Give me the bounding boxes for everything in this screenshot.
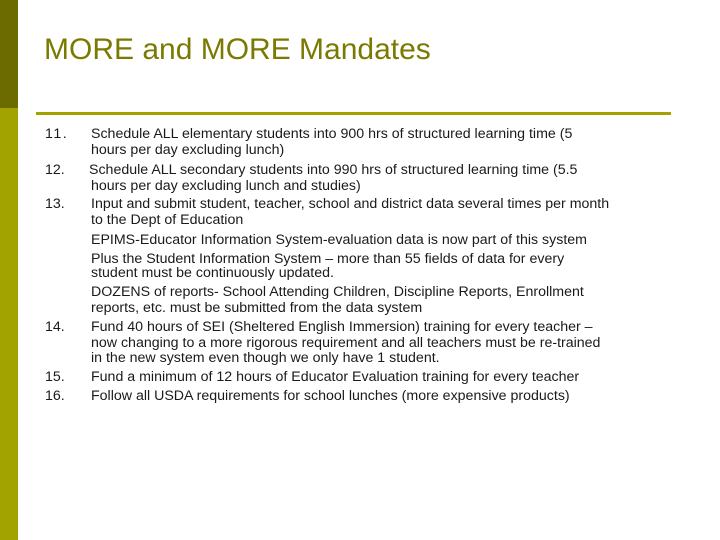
item-text: Schedule ALL secondary students into 990 hrs of structured learning time (5.5 (89, 162, 578, 178)
item-number: 14. (45, 319, 65, 335)
item-number: 15. (45, 369, 65, 385)
item-number: 12. (45, 162, 65, 178)
item-text: to the Dept of Education (91, 212, 244, 228)
item-text: hours per day excluding lunch and studies) (91, 178, 361, 194)
item-text: reports, etc. must be submitted from the data system (91, 300, 423, 316)
item-text: Schedule ALL elementary students into 900 hrs of structured learning time (5 (91, 126, 573, 142)
item-text: Fund 40 hours of SEI (Sheltered English Immersion) training for every teacher – (91, 319, 593, 335)
slide-title: MORE and MORE Mandates (44, 33, 431, 66)
item-text: student must be continuously updated. (91, 265, 334, 281)
item-text: DOZENS of reports- School Attending Children, Discipline Reports, Enrollment (91, 284, 584, 300)
item-text: Plus the Student Information System – more than 55 fields of data for every (91, 251, 565, 267)
item-number: 13. (45, 196, 65, 212)
item-number: 11. (45, 126, 69, 142)
item-text: now changing to a more rigorous requirement and all teachers must be re-trained (91, 335, 601, 351)
item-text: Input and submit student, teacher, school and district data several times per month (91, 196, 610, 212)
item-text: Fund a minimum of 12 hours of Educator Evaluation training for every teacher (91, 369, 580, 385)
item-number: 16. (45, 388, 65, 404)
item-text: Follow all USDA requirements for school lunches (more expensive products) (91, 388, 570, 404)
item-text: in the new system even though we only have 1 student. (91, 350, 440, 366)
item-text: hours per day excluding lunch) (91, 142, 285, 158)
item-text: EPIMS-Educator Information System-evaluation data is now part of this system (91, 232, 587, 248)
